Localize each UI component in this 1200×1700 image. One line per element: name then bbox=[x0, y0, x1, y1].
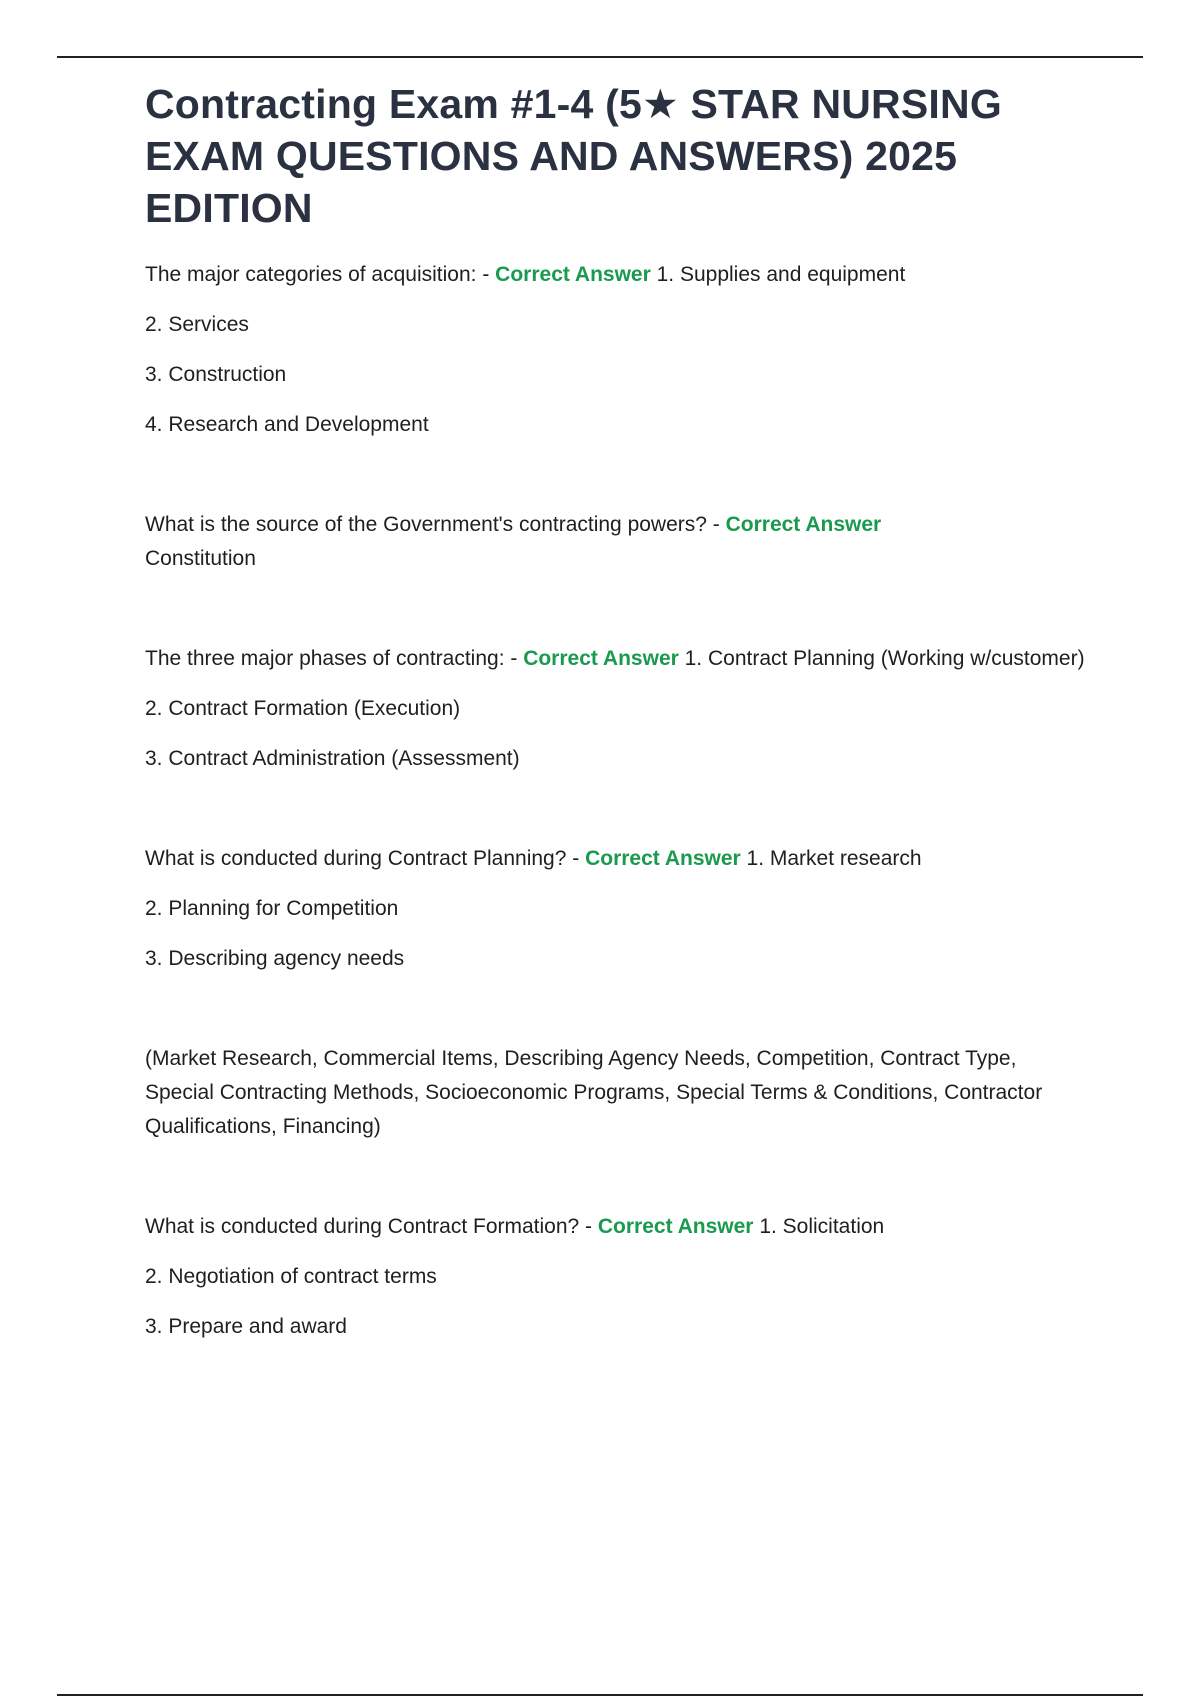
note-text: (Market Research, Commercial Items, Describing Agency Needs, Competition, Contract Type, Special Contracting Methods, Socioeconomic Programs, Special Terms & Conditions, Contractor Qualifications, Financing) bbox=[145, 1047, 1043, 1138]
answer-text: 1. Contract Planning (Working w/customer) bbox=[678, 647, 1085, 670]
spacer bbox=[145, 458, 1085, 508]
qa-note bbox=[145, 1042, 1085, 1144]
qa-question-line bbox=[145, 508, 1085, 576]
question-text: The three major phases of contracting: - bbox=[145, 647, 524, 670]
spacer bbox=[145, 592, 1085, 642]
answer-text: Constitution bbox=[145, 547, 256, 570]
answer-line: 2. Services bbox=[145, 313, 249, 336]
answer-line: 3. Prepare and award bbox=[145, 1315, 347, 1338]
correct-answer-label: Correct Answer bbox=[495, 263, 651, 286]
question-text: What is conducted during Contract Planning? - bbox=[145, 847, 586, 870]
top-rule bbox=[57, 56, 1143, 58]
answer-line: 2. Planning for Competition bbox=[145, 897, 399, 920]
answer-line: 3. Construction bbox=[145, 363, 287, 386]
correct-answer-label: Correct Answer bbox=[523, 647, 679, 670]
qa-item bbox=[145, 642, 1085, 776]
qa-item bbox=[145, 508, 1085, 576]
qa-question-line bbox=[145, 258, 1085, 292]
qa-item bbox=[145, 1210, 1085, 1344]
qa-question-line bbox=[145, 642, 1085, 676]
document-title: Contracting Exam #1-4 (5★ STAR NURSING EXAM QUESTIONS AND ANSWERS) 2025 EDITION bbox=[145, 81, 1002, 231]
correct-answer-label: Correct Answer bbox=[725, 513, 882, 536]
question-text: The major categories of acquisition: - bbox=[145, 263, 496, 286]
document-body bbox=[145, 78, 1085, 1360]
answer-line: 3. Contract Administration (Assessment) bbox=[145, 747, 520, 770]
answer-line: 2. Contract Formation (Execution) bbox=[145, 697, 461, 720]
question-text: What is conducted during Contract Formation? - bbox=[145, 1215, 598, 1238]
answer-line: 3. Describing agency needs bbox=[145, 947, 405, 970]
answer-text: 1. Market research bbox=[740, 847, 922, 870]
qa-item bbox=[145, 258, 1085, 442]
spacer bbox=[145, 1160, 1085, 1210]
bottom-rule bbox=[57, 1694, 1143, 1696]
qa-question-line bbox=[145, 842, 1085, 876]
answer-line: 4. Research and Development bbox=[145, 413, 429, 436]
answer-text: 1. Solicitation bbox=[753, 1215, 885, 1238]
qa-item bbox=[145, 842, 1085, 976]
correct-answer-label: Correct Answer bbox=[597, 1215, 754, 1238]
answer-text: 1. Supplies and equipment bbox=[650, 263, 906, 286]
qa-question-line bbox=[145, 1210, 1085, 1244]
spacer bbox=[145, 792, 1085, 842]
question-text: What is the source of the Government's contracting powers? - bbox=[145, 513, 726, 536]
answer-line: 2. Negotiation of contract terms bbox=[145, 1265, 437, 1288]
correct-answer-label: Correct Answer bbox=[585, 847, 741, 870]
spacer bbox=[145, 992, 1085, 1042]
